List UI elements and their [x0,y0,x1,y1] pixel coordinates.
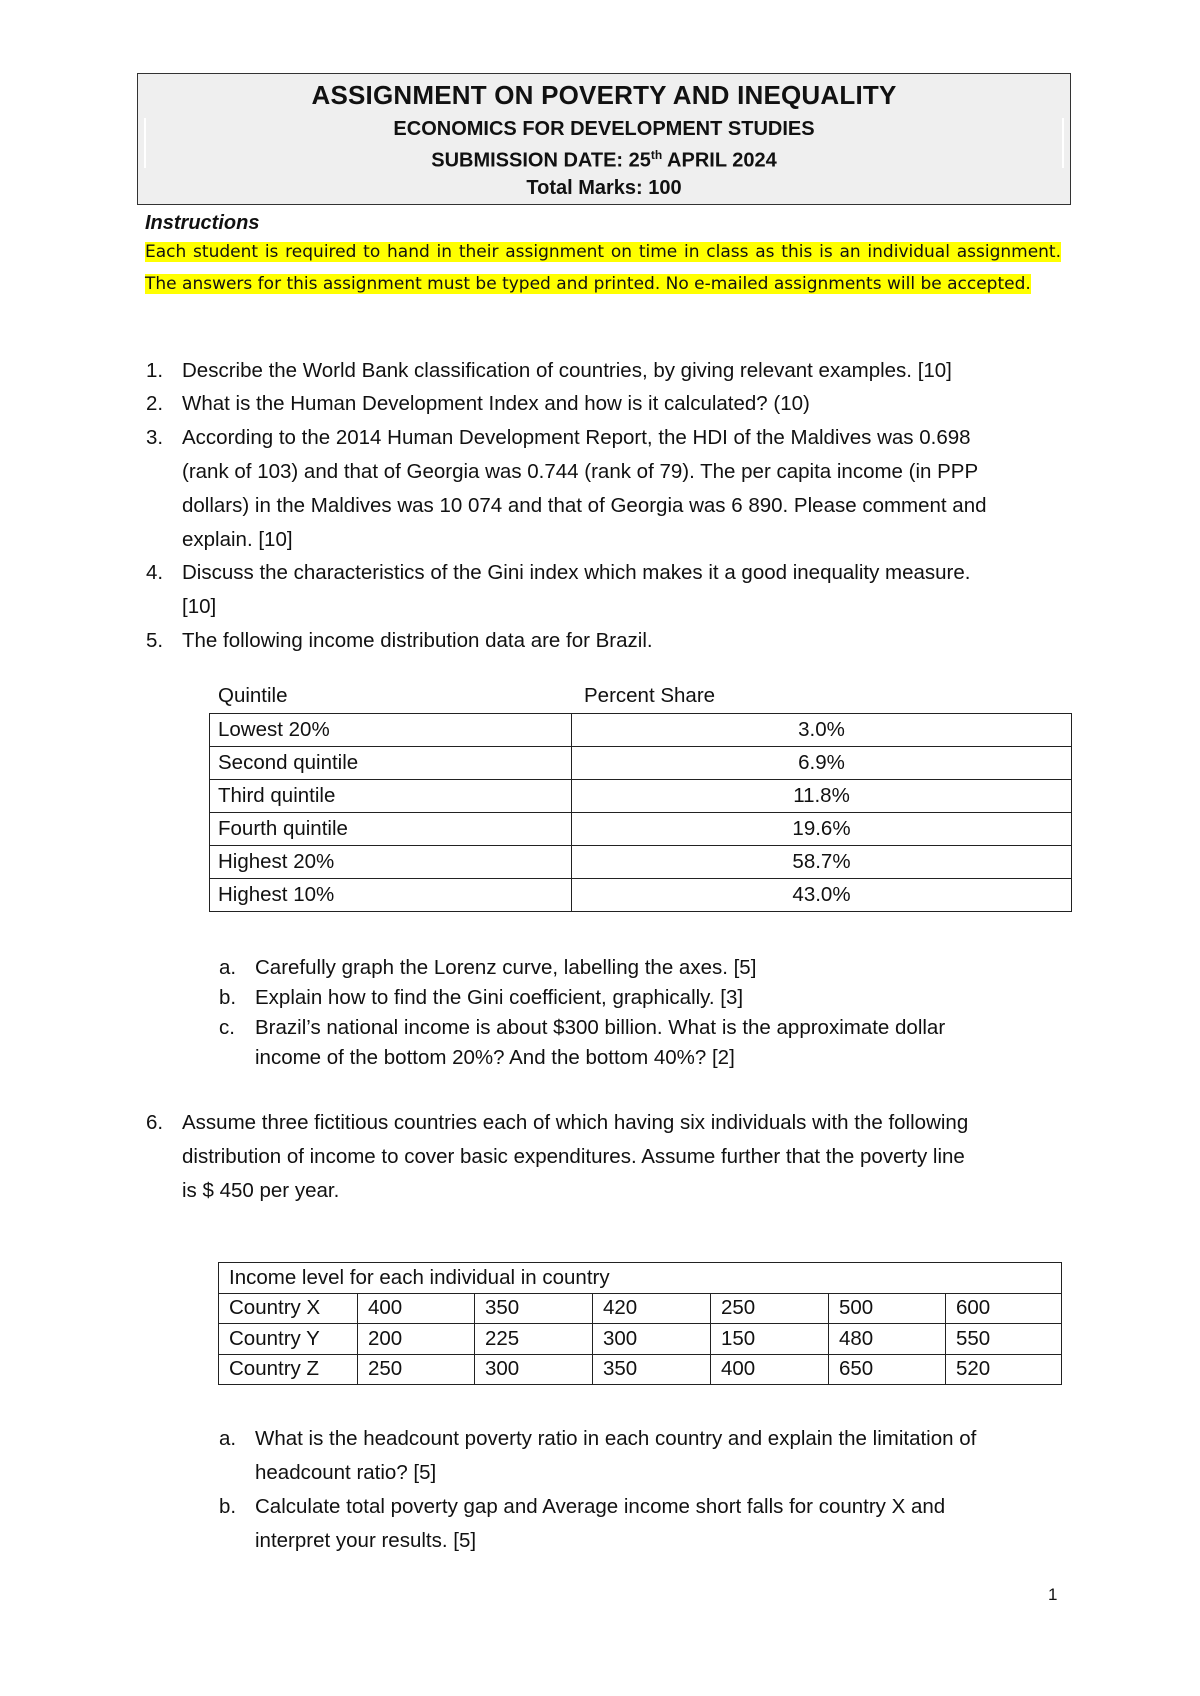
table-row: Second quintile 6.9% [210,747,1072,780]
page-number: 1 [1048,1585,1058,1604]
brazil-income-table [209,713,1072,912]
table-row: Country Y 200 225 300 150 480 550 [219,1324,1062,1355]
table-row: Country X 400 350 420 250 500 600 [219,1293,1062,1324]
submission-date: SUBMISSION DATE: 25th APRIL 2024 [431,148,777,172]
quintile-header: Quintile [218,684,288,707]
total-marks: Total Marks: 100 [526,177,682,199]
assignment-title: ASSIGNMENT ON POVERTY AND INEQUALITY [311,80,897,110]
instructions-text: Each student is required to hand in their assignment on time in class as this is an individual assignment. The answers for this assignment must be typed and printed. No e-mailed assignments will be accepted. [145,242,1061,294]
instructions-heading: Instructions [145,212,260,234]
table-row: Fourth quintile 19.6% [210,813,1072,846]
table-row: Lowest 20% 3.0% [210,714,1072,747]
table-row: Third quintile 11.8% [210,780,1072,813]
table-row: Highest 20% 58.7% [210,846,1072,879]
percent-share-header: Percent Share [584,684,716,707]
table-row: Highest 10% 43.0% [210,879,1072,912]
income-table [218,1262,1062,1385]
table-row: Income level for each individual in country [219,1263,1062,1294]
table-row: Country Z 250 300 350 400 650 520 [219,1354,1062,1385]
document-page: ASSIGNMENT ON POVERTY AND INEQUALITY ECONOMICS FOR DEVELOPMENT STUDIES SUBMISSION DATE: 25th APRIL 2024 Total Marks: 100 Instructions Each student is required to hand in their assignment on time in class as this is an individual assignment. The answers for this assignment must be typed and printed. No e-mailed assignments will be accepted. 1. Describe the World Bank classification of countries, by giving relevant examples. [10] 2. What is the Human Development Index and how is it calculated? (10) 3. According to the 2014 Human Development Report, the HDI of the Maldives was 0.698 (rank of 103) and that of Georgia was 0.744 (rank of 79). The per capita income (in PPP dollars) in the Maldives was 10 074 and that of Georgia was 6 890. Please comment and explain. [10] 4. Discuss the characteristics of the Gini index which makes it a good inequality measure. [10] 5. The following income distribution data are for Brazil. Quintile Percent Share Lowest 20% 3.0% Second quintile 6.9% Third quintile 11.8% Fourth quintile 19.6% Highest 20% 58.7% Highest 10% 43.0% a. Carefully graph the Lorenz curve, labelling the axes. [5] b. Explain how to find the Gini coefficient, graphically. [3] c. Brazil’s national income is about $300 billion. What is the approximate dollar income of the bottom 20%? And the bottom 40%? [2] 6. Assume three fictitious countries each of which having six individuals with the following distribution of income to cover basic expenditures. Assume further that the poverty line is $ 450 per year. Income level for each individual in country Country X 400 350 420 250 500 600 Country Y 200 225 300 150 480 550 Country Z 250 300 350 400 650 520 a. What is the headcount poverty ratio in each country and explain the limitation of headcount ratio? [5] b. Calculate total poverty gap and Average income short falls for country X and interpret your results. [5] 1 [0,0,1200,1696]
title-box [137,73,1071,205]
course-name: ECONOMICS FOR DEVELOPMENT STUDIES [393,118,815,140]
